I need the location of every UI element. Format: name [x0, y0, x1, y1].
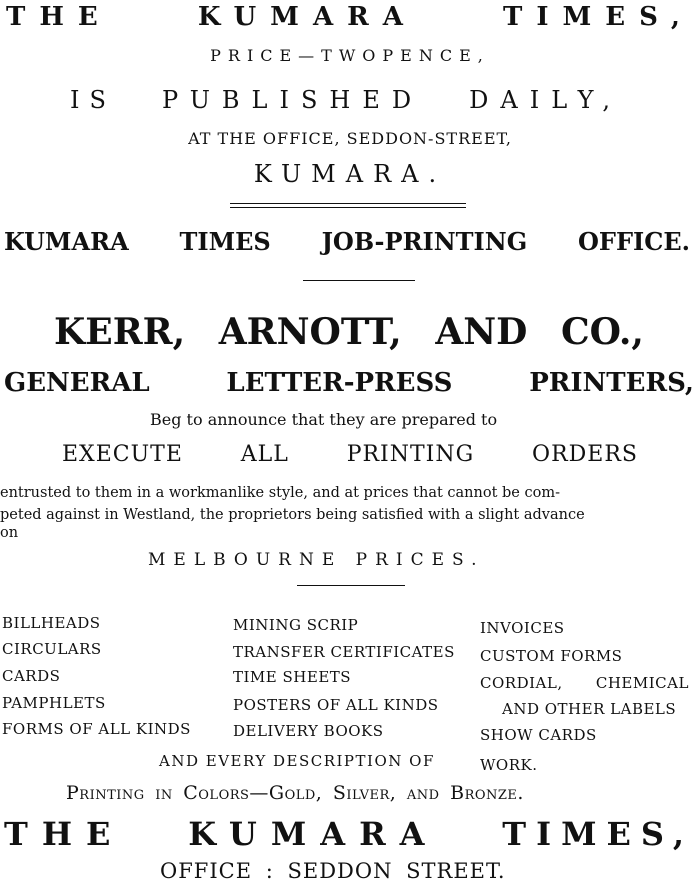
job-word-office: OFFICE. [578, 227, 690, 256]
services-col-2-item-3: TIME SHEETS [233, 668, 352, 686]
services-col-3-item-4: AND OTHER LABELS [502, 700, 677, 718]
firm-word-and: AND [435, 311, 528, 353]
footer-word-kumara: KUMARA [188, 815, 439, 853]
masthead-town: KUMARA. [253, 160, 447, 188]
melbourne-prices: MELBOURNE PRICES. [148, 550, 485, 570]
footer-word-times: TIMES, [502, 815, 694, 853]
masthead-double-rule [230, 203, 466, 208]
services-col-2-item-5: DELIVERY BOOKS [233, 722, 384, 740]
footer-word-the: THE [4, 815, 125, 853]
job-word-job-printing: JOB-PRINTING [321, 227, 528, 256]
job-word-kumara: KUMARA [4, 227, 129, 256]
masthead-word-kumara: KUMARA [197, 2, 417, 32]
firm-body-line-2: peted against in Westland, the proprietors being satisfied with a slight advance [0, 507, 585, 523]
trade-word-printers: PRINTERS, [529, 368, 694, 398]
execute-word-execute: EXECUTE [62, 442, 183, 467]
published-word-daily: DAILY, [469, 86, 622, 114]
services-work: WORK. [480, 756, 538, 774]
job-office-rule [303, 280, 415, 281]
services-col-2-item-4: POSTERS OF ALL KINDS [233, 696, 439, 714]
services-col-1-item-4: PAMPHLETS [2, 694, 106, 712]
masthead-published [70, 88, 622, 112]
firm-name [54, 311, 644, 353]
footer-title [4, 815, 694, 853]
services-col-1-item-2: CIRCULARS [2, 640, 102, 658]
firm-word-arnott: ARNOTT, [218, 311, 402, 353]
services-col-1-item-1: BILLHEADS [2, 614, 101, 632]
masthead-office: AT THE OFFICE, SEDDON-STREET, [188, 129, 512, 148]
services-col-1-item-5: FORMS OF ALL KINDS [2, 720, 191, 738]
services-col-3-item-3 [480, 676, 694, 691]
services-col-1-item-3: CARDS [2, 667, 61, 685]
services-col-3-item-1: INVOICES [480, 619, 565, 637]
firm-word-kerr: KERR, [54, 311, 186, 353]
firm-trade [4, 370, 694, 396]
services-every-description: AND EVERY DESCRIPTION OF [159, 752, 435, 770]
footer-office: OFFICE : SEDDON STREET. [160, 859, 506, 883]
firm-announce: Beg to announce that they are prepared to [150, 410, 498, 429]
services-col-2-item-2: TRANSFER CERTIFICATES [233, 643, 455, 661]
melbourne-rule [297, 585, 405, 586]
job-office-heading [4, 227, 690, 256]
services-col-2-item-1: MINING SCRIP [233, 616, 359, 634]
trade-word-letter-press: LETTER-PRESS [226, 368, 453, 398]
services-col-3-item-5: SHOW CARDS [480, 726, 597, 744]
masthead-title [6, 4, 694, 30]
firm-body-line-3: on [0, 525, 19, 541]
execute-word-printing: PRINTING [346, 442, 475, 467]
published-word-published: PUBLISHED [161, 86, 424, 114]
firm-execute [62, 444, 638, 466]
execute-word-all: ALL [240, 442, 289, 467]
published-word-is: IS [70, 86, 116, 114]
trade-word-general: GENERAL [4, 368, 150, 398]
masthead-price: PRICE—TWOPENCE, [210, 46, 490, 65]
firm-body-line-1: entrusted to them in a workmanlike style, and at prices that cannot be com- [0, 485, 560, 501]
masthead-word-the: THE [6, 2, 112, 32]
services-cordial-label: CORDIAL, CHEMICAL [480, 674, 689, 692]
job-word-times: TIMES [179, 227, 271, 256]
services-col-3-item-2: CUSTOM FORMS [480, 647, 623, 665]
masthead-word-times: TIMES, [502, 2, 694, 32]
execute-word-orders: ORDERS [532, 442, 638, 467]
colors-line: Printing in Colors—Gold, Silver, and Bronze. [66, 782, 524, 804]
firm-word-co: CO., [561, 311, 644, 353]
